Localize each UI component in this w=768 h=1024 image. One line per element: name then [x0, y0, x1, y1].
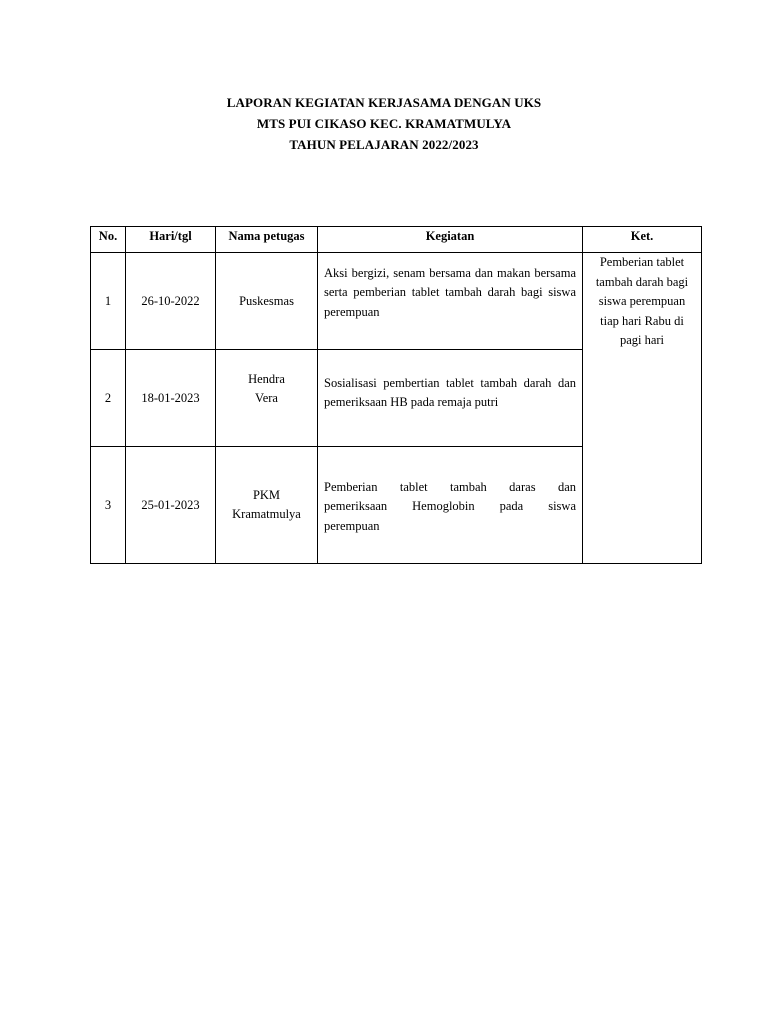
activity-table: [90, 226, 702, 564]
officer-name-line: PKM: [252, 488, 281, 502]
notes-line: pagi hari: [619, 333, 665, 347]
column-header-notes: Ket.: [583, 227, 702, 253]
activity-text: [324, 478, 576, 537]
activity-line: perempuan: [324, 518, 380, 533]
row-number: 1: [91, 253, 126, 350]
row-date: 25-01-2023: [126, 447, 216, 564]
column-header-activity: Kegiatan: [318, 227, 583, 253]
column-header-date: Hari/tgl: [126, 227, 216, 253]
notes-line: tambah darah bagi: [595, 274, 689, 289]
officer-name-line: Hendra: [248, 371, 285, 386]
notes-line: siswa perempuan: [598, 294, 686, 308]
table-row: [91, 253, 702, 350]
activity-text: Sosialisasi pembertian tablet tambah darah dan pemeriksaan HB pada remaja putri: [324, 375, 576, 409]
table-header-row: [91, 227, 702, 253]
report-title: LAPORAN KEGIATAN KERJASAMA DENGAN UKS: [226, 95, 542, 110]
column-header-officer: Nama petugas: [216, 227, 318, 253]
row-activity: [318, 350, 583, 447]
column-header-no: No.: [91, 227, 126, 253]
officer-name-line: Puskesmas: [239, 293, 294, 308]
academic-year: TAHUN PELAJARAN 2022/2023: [289, 137, 479, 152]
row-activity: [318, 447, 583, 564]
officer-name-line: Vera: [255, 390, 278, 405]
row-officer: [216, 253, 318, 350]
row-date: 18-01-2023: [126, 350, 216, 447]
activity-line: pemeriksaan Hemoglobin pada siswa: [324, 499, 576, 514]
notes-line: tiap hari Rabu di: [600, 313, 684, 328]
activity-line: Pemberian tablet tambah daras dan: [324, 479, 576, 494]
row-date: 26-10-2022: [126, 253, 216, 350]
school-name: MTS PUI CIKASO KEC. KRAMATMULYA: [256, 116, 512, 131]
row-number: 3: [91, 447, 126, 564]
row-activity: [318, 253, 583, 350]
notes-line: Pemberian tablet: [599, 255, 685, 269]
row-number: 2: [91, 350, 126, 447]
row-officer: [216, 447, 318, 564]
report-header: [0, 92, 768, 155]
notes-cell: [583, 253, 702, 564]
officer-name-line: Kramatmulya: [232, 507, 301, 521]
activity-text: Aksi bergizi, senam bersama dan makan bersama serta pemberian tablet tambah darah bagi siswa perempuan: [324, 265, 576, 319]
row-officer: [216, 350, 318, 447]
